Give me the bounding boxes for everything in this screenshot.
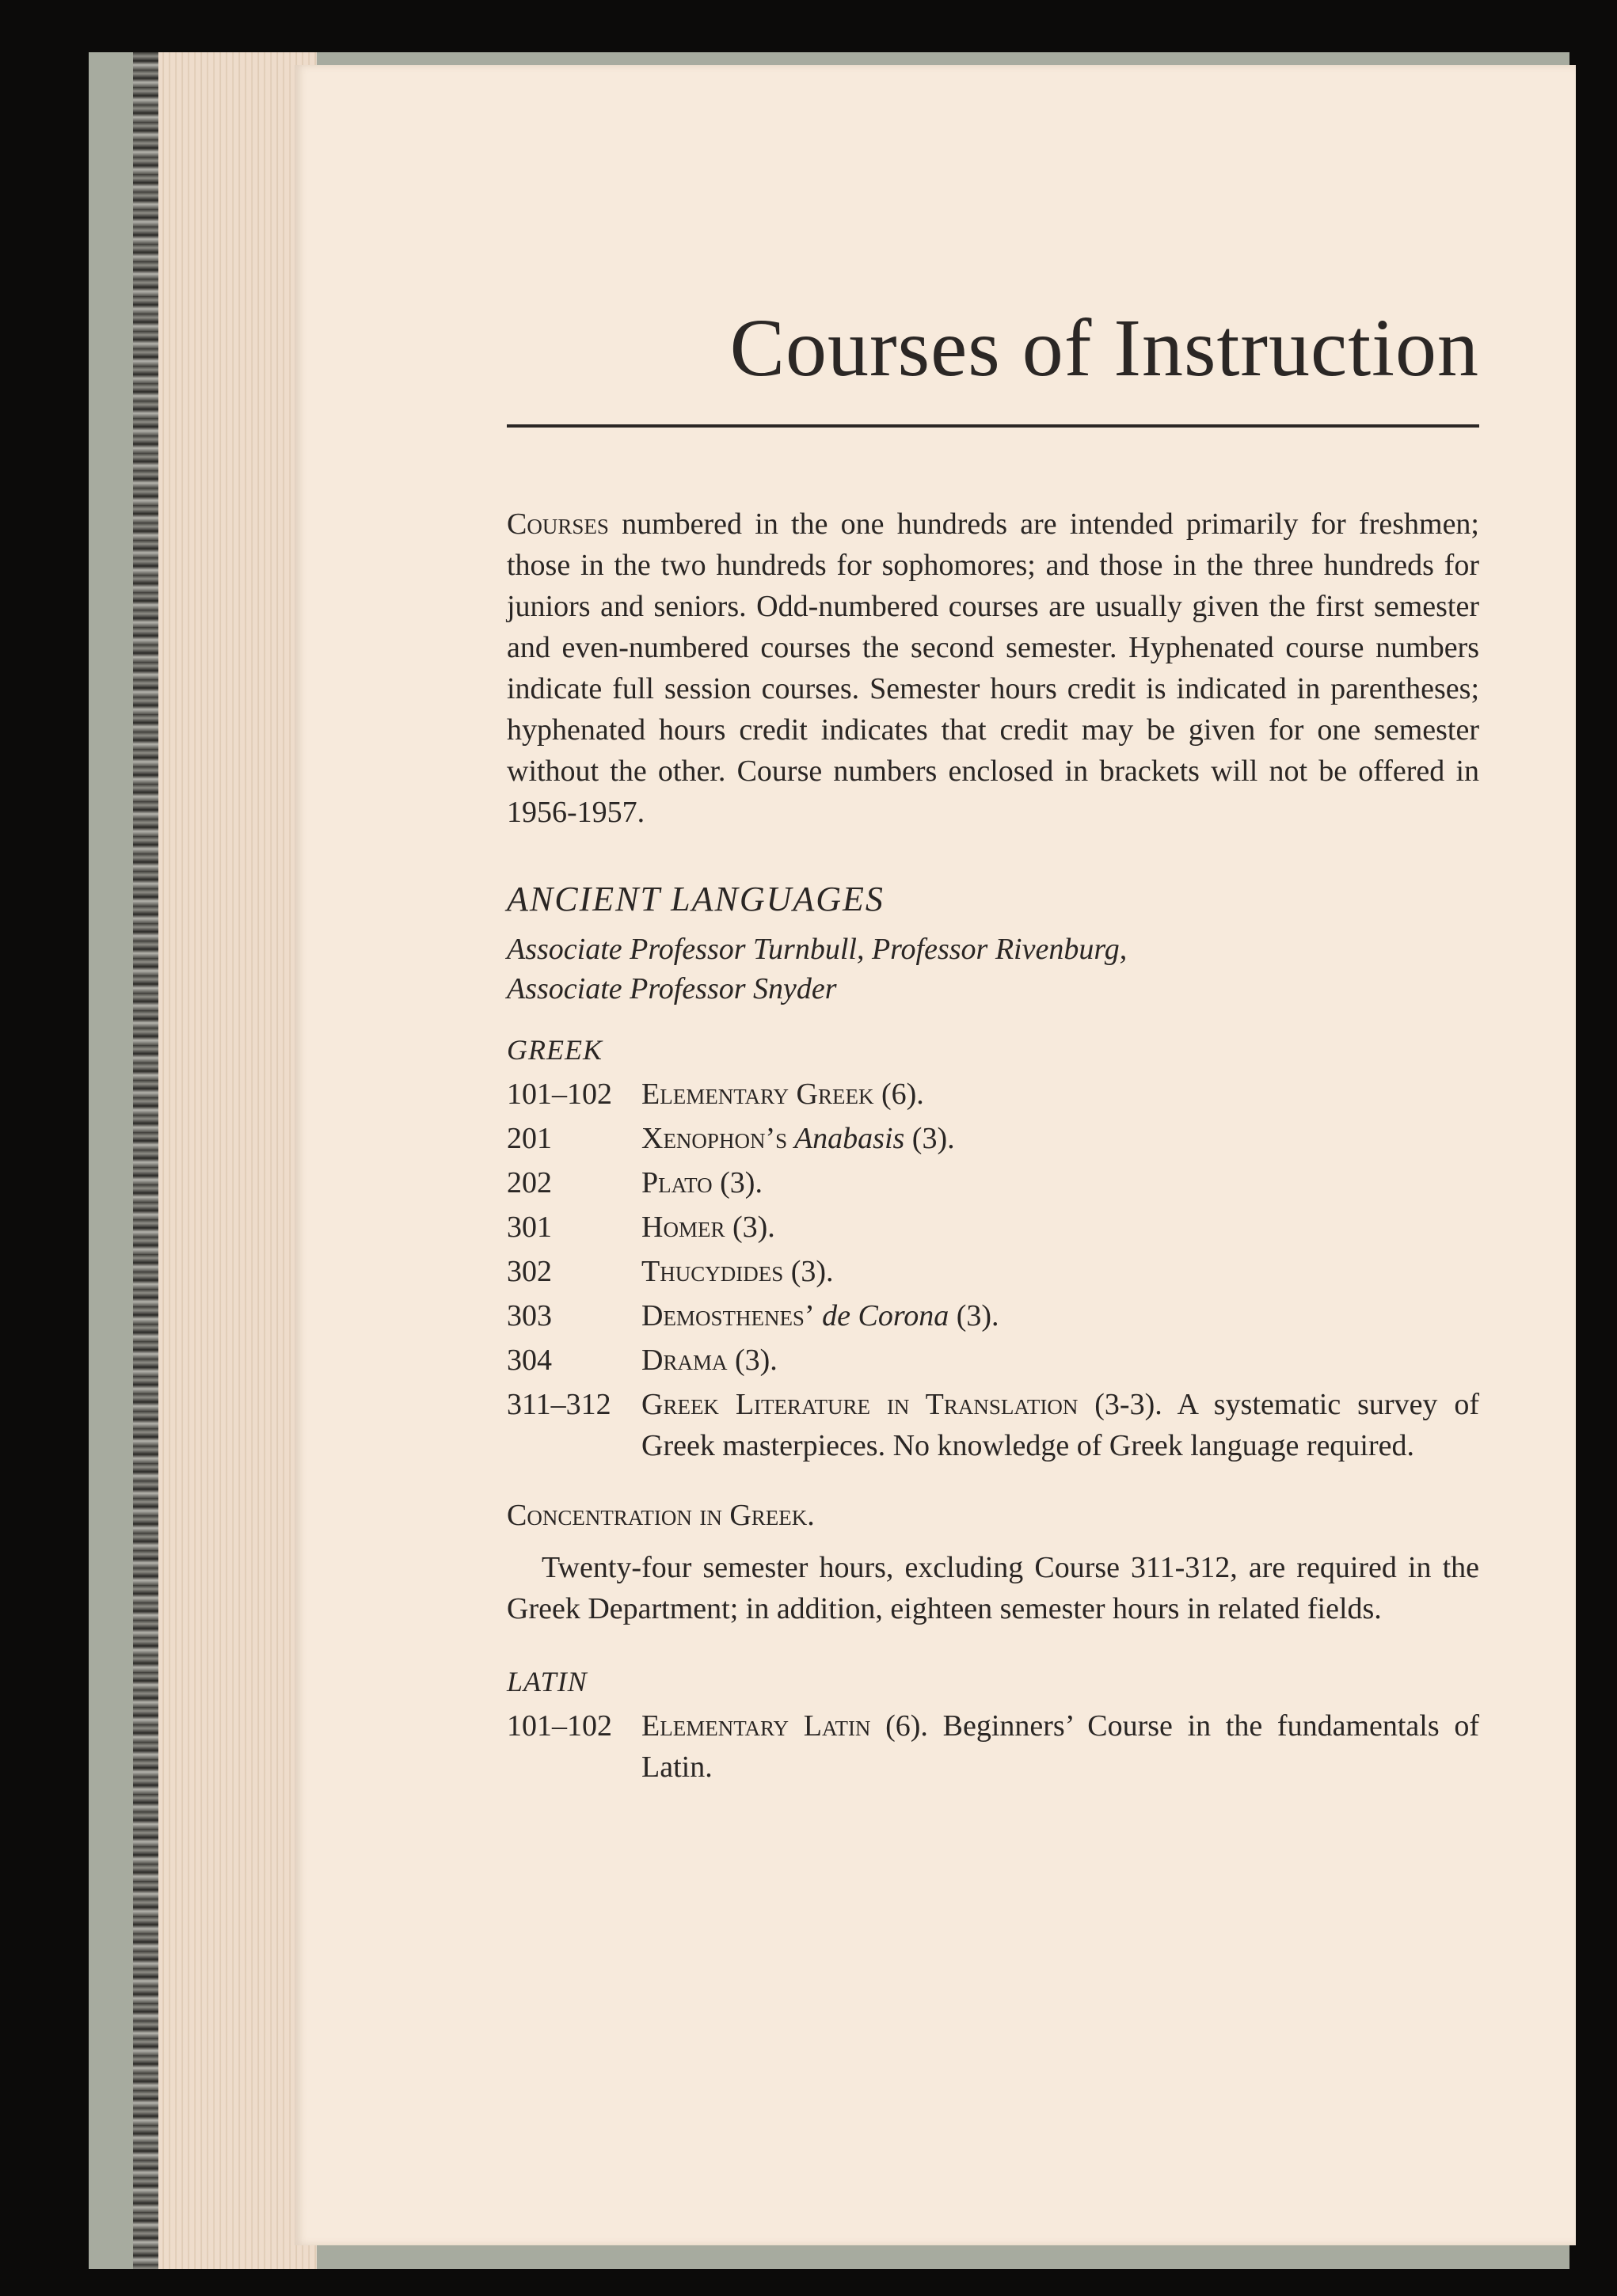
course-description xyxy=(641,1340,1479,1381)
latin-course-list xyxy=(507,1705,1479,1788)
course-credit: (3). xyxy=(949,1299,999,1332)
course-entry xyxy=(507,1340,1479,1381)
course-description xyxy=(641,1251,1479,1292)
course-entry xyxy=(507,1207,1479,1248)
faculty-line: Associate Professor Snyder xyxy=(507,972,837,1005)
course-name: Elementary Latin xyxy=(641,1709,871,1743)
greek-course-list xyxy=(507,1074,1479,1466)
course-name: Drama xyxy=(641,1344,728,1377)
faculty-list xyxy=(507,929,1479,1009)
concentration-text: Twenty-four semester hours, excluding Course 311-312, are required in the Greek Department; in addition, eighteen semester hours in related fields. xyxy=(507,1551,1479,1625)
page-title: Courses of Instruction xyxy=(729,302,1479,393)
concentration-heading: Concentration in Greek. xyxy=(507,1499,815,1532)
course-description xyxy=(641,1162,1479,1203)
course-number: 202 xyxy=(507,1166,552,1199)
course-credit: (6). xyxy=(870,1709,928,1743)
course-number: 311–312 xyxy=(507,1388,611,1421)
course-name: Thucydides xyxy=(641,1255,784,1288)
title-rule xyxy=(507,424,1479,428)
course-entry xyxy=(507,1074,1479,1115)
course-name: Greek Literature in Translation xyxy=(641,1388,1079,1421)
course-credit: (3). xyxy=(725,1211,775,1244)
course-entry xyxy=(507,1118,1479,1159)
course-desc: A systematic survey of Greek masterpieces. No knowledge of Greek language required. xyxy=(641,1388,1479,1462)
background-strip xyxy=(1576,0,1617,2296)
page-content xyxy=(507,301,1479,1791)
section-heading: ANCIENT LANGUAGES xyxy=(507,880,885,918)
intro-text: numbered in the one hundreds are intended primarily for freshmen; those in the two hundreds for sophomores; and those in the three hundreds for juniors and seniors. Odd-numbered courses are usually given the first semester and even-numbered courses the second semester. Hyphenated course numbers indicate full session courses. Semester hours credit is indicated in parentheses; hyphenated hours credit indicates that credit may be given for one semester without the other. Course numbers enclosed in brackets will not be offered in 1956-1957. xyxy=(507,507,1479,829)
page-edges xyxy=(158,52,317,2269)
course-entry xyxy=(507,1251,1479,1292)
course-name: Xenophon’s xyxy=(641,1122,788,1155)
course-entry xyxy=(507,1705,1479,1788)
course-name: Homer xyxy=(641,1211,725,1244)
greek-heading: GREEK xyxy=(507,1034,603,1066)
course-credit: (3). xyxy=(712,1166,763,1199)
course-name: Demosthenes’ xyxy=(641,1299,815,1332)
course-entry xyxy=(507,1384,1479,1466)
course-description xyxy=(641,1295,1479,1336)
book-spine xyxy=(133,52,162,2269)
course-number: 304 xyxy=(507,1344,552,1377)
faculty-line: Associate Professor Turnbull, Professor Rivenburg, xyxy=(507,933,1128,966)
course-number: 101–102 xyxy=(507,1078,612,1111)
course-credit: (3-3). xyxy=(1078,1388,1162,1421)
course-credit: (3). xyxy=(904,1122,955,1155)
course-number: 302 xyxy=(507,1255,552,1288)
course-description xyxy=(641,1384,1479,1466)
intro-paragraph xyxy=(507,504,1479,833)
course-number: 301 xyxy=(507,1211,552,1244)
course-name: Plato xyxy=(641,1166,713,1199)
course-credit: (3). xyxy=(783,1255,834,1288)
course-number: 101–102 xyxy=(507,1709,612,1743)
course-description xyxy=(641,1118,1479,1159)
course-number: 303 xyxy=(507,1299,552,1332)
course-name-italic: de Corona xyxy=(814,1299,949,1332)
intro-lead: Courses xyxy=(507,507,609,541)
latin-heading: LATIN xyxy=(507,1666,588,1697)
course-entry xyxy=(507,1162,1479,1203)
course-desc: Beginners’ Course in the fundamentals of Latin. xyxy=(641,1709,1479,1784)
course-credit: (6). xyxy=(873,1078,924,1111)
course-description xyxy=(641,1074,1479,1115)
course-name-italic: Anabasis xyxy=(787,1122,905,1155)
course-description xyxy=(641,1705,1479,1788)
course-name: Elementary Greek xyxy=(641,1078,874,1111)
course-number: 201 xyxy=(507,1122,552,1155)
course-credit: (3). xyxy=(727,1344,778,1377)
course-entry xyxy=(507,1295,1479,1336)
course-description xyxy=(641,1207,1479,1248)
